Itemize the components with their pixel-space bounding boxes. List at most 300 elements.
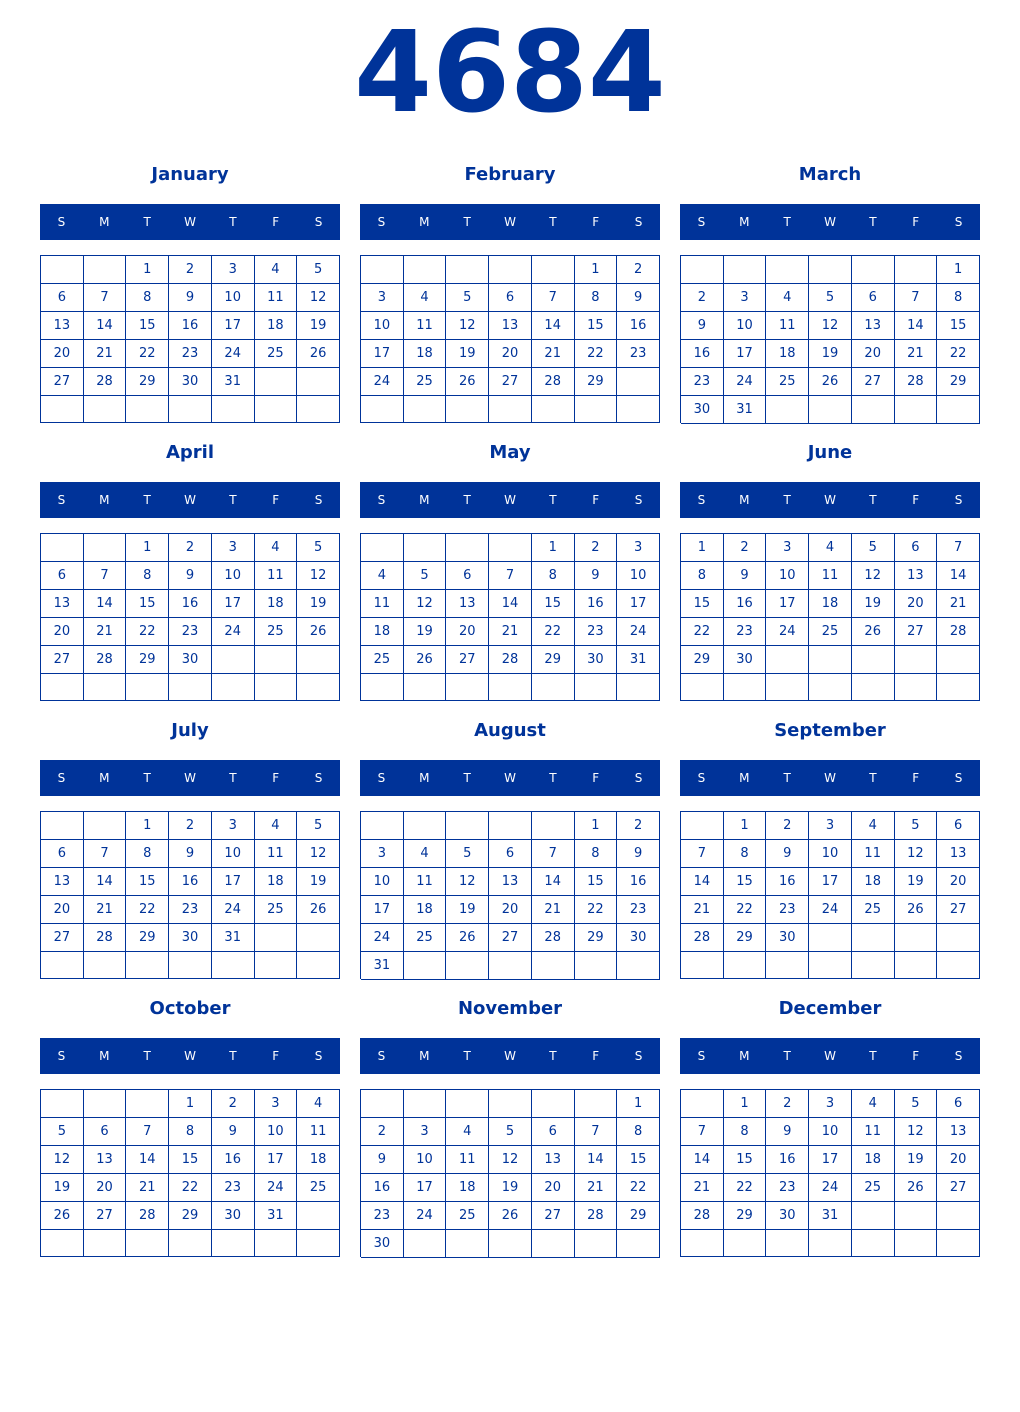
weekday-label: W	[504, 1049, 516, 1063]
weekday-label: T	[549, 1049, 557, 1063]
day-cell: 10	[809, 840, 852, 868]
day-cell	[532, 396, 575, 423]
day-cell: 6	[532, 1118, 575, 1146]
day-cell	[404, 1230, 447, 1258]
weekday-label: F	[912, 493, 920, 507]
day-cell	[766, 396, 809, 424]
day-cell: 22	[532, 618, 575, 646]
weekday-label: T	[549, 771, 557, 785]
day-cell: 14	[84, 868, 127, 896]
day-cell: 2	[169, 534, 212, 562]
day-cell	[446, 952, 489, 980]
day-cell: 1	[575, 812, 618, 840]
month-name: February	[464, 164, 556, 185]
day-cell	[255, 952, 298, 979]
day-cell	[126, 1230, 169, 1257]
weekday-header	[40, 1038, 340, 1074]
day-cell: 5	[895, 812, 938, 840]
day-cell: 2	[361, 1118, 404, 1146]
day-cell: 2	[766, 1090, 809, 1118]
weekday-label: M	[739, 771, 750, 785]
weekday-label: M	[99, 215, 110, 229]
day-cell: 24	[212, 618, 255, 646]
day-cell: 15	[169, 1146, 212, 1174]
month-name: October	[149, 998, 231, 1019]
weekday-label: S	[634, 493, 643, 507]
day-cell: 22	[126, 618, 169, 646]
weekday-label: T	[143, 215, 151, 229]
day-cell: 25	[852, 896, 895, 924]
day-cell: 7	[489, 562, 532, 590]
day-cell	[617, 952, 660, 980]
weekday-label: S	[954, 215, 963, 229]
day-cell	[852, 674, 895, 701]
day-cell	[617, 396, 660, 423]
day-cell: 29	[575, 924, 618, 952]
month-name: November	[457, 998, 563, 1019]
day-cell	[532, 674, 575, 701]
day-cell: 7	[681, 1118, 724, 1146]
day-cell: 7	[84, 562, 127, 590]
day-cell: 4	[255, 256, 298, 284]
day-cell: 1	[126, 534, 169, 562]
day-cell: 25	[404, 924, 447, 952]
day-cell: 28	[84, 368, 127, 396]
day-cell	[617, 1230, 660, 1258]
day-cell: 25	[361, 646, 404, 674]
day-cell: 8	[532, 562, 575, 590]
day-cell: 26	[446, 368, 489, 396]
day-cell: 4	[404, 284, 447, 312]
day-cell	[766, 1230, 809, 1257]
day-cell: 14	[937, 562, 980, 590]
day-cell: 4	[255, 534, 298, 562]
day-cell	[617, 368, 660, 396]
day-cell: 5	[489, 1118, 532, 1146]
month-june	[680, 438, 980, 708]
weekday-label: T	[463, 771, 471, 785]
day-cell	[361, 534, 404, 562]
day-cell: 22	[617, 1174, 660, 1202]
day-cell: 12	[446, 312, 489, 340]
day-cell	[809, 396, 852, 424]
day-cell	[532, 256, 575, 284]
month-name: May	[489, 442, 531, 463]
day-cell: 11	[446, 1146, 489, 1174]
day-cell: 30	[766, 924, 809, 952]
weekday-label: M	[739, 493, 750, 507]
day-cell	[126, 1090, 169, 1118]
day-cell	[575, 1090, 618, 1118]
day-cell: 20	[446, 618, 489, 646]
day-cell: 18	[297, 1146, 340, 1174]
day-cell: 2	[617, 812, 660, 840]
day-cell: 6	[937, 1090, 980, 1118]
weekday-label: F	[272, 215, 280, 229]
day-cell: 30	[575, 646, 618, 674]
day-cell: 20	[532, 1174, 575, 1202]
day-cell: 24	[404, 1202, 447, 1230]
weekday-label: M	[419, 215, 430, 229]
day-cell	[297, 1202, 340, 1230]
day-cell: 19	[895, 868, 938, 896]
day-cell	[404, 952, 447, 980]
day-cell: 7	[126, 1118, 169, 1146]
weekday-label: S	[57, 493, 66, 507]
day-cell: 7	[895, 284, 938, 312]
day-cell	[41, 952, 84, 979]
day-cell: 19	[297, 312, 340, 340]
day-cell	[446, 1090, 489, 1118]
day-cell: 1	[126, 812, 169, 840]
day-cell: 15	[575, 312, 618, 340]
day-cell: 6	[489, 284, 532, 312]
day-cell: 25	[255, 618, 298, 646]
day-cell: 15	[724, 1146, 767, 1174]
month-august	[360, 716, 660, 986]
weekday-label: S	[634, 215, 643, 229]
day-cell: 21	[532, 896, 575, 924]
weekday-label: F	[592, 215, 600, 229]
day-cell	[255, 674, 298, 701]
day-cell: 23	[724, 618, 767, 646]
day-cell: 9	[766, 840, 809, 868]
weekday-label: S	[377, 215, 386, 229]
day-cell: 29	[681, 646, 724, 674]
day-grid	[360, 811, 660, 979]
day-cell: 9	[169, 562, 212, 590]
day-cell: 17	[212, 312, 255, 340]
day-cell: 10	[809, 1118, 852, 1146]
day-cell: 8	[575, 840, 618, 868]
day-cell: 15	[126, 868, 169, 896]
day-cell: 26	[41, 1202, 84, 1230]
day-cell	[895, 256, 938, 284]
day-cell: 23	[681, 368, 724, 396]
day-cell: 16	[617, 868, 660, 896]
day-cell: 3	[255, 1090, 298, 1118]
day-cell	[532, 1230, 575, 1258]
day-grid	[360, 533, 660, 701]
day-cell: 6	[41, 562, 84, 590]
day-cell: 17	[212, 868, 255, 896]
day-cell: 26	[489, 1202, 532, 1230]
day-cell	[41, 534, 84, 562]
day-cell	[41, 812, 84, 840]
day-cell	[489, 256, 532, 284]
day-cell: 17	[724, 340, 767, 368]
day-cell: 19	[895, 1146, 938, 1174]
day-cell: 30	[681, 396, 724, 424]
day-cell: 6	[895, 534, 938, 562]
day-cell	[681, 812, 724, 840]
day-cell	[169, 1230, 212, 1257]
weekday-label: T	[549, 215, 557, 229]
day-cell: 29	[169, 1202, 212, 1230]
day-cell: 27	[937, 1174, 980, 1202]
day-cell: 1	[724, 1090, 767, 1118]
day-cell: 28	[575, 1202, 618, 1230]
day-cell	[212, 396, 255, 423]
day-cell: 17	[809, 1146, 852, 1174]
day-cell: 7	[532, 840, 575, 868]
weekday-header	[360, 760, 660, 796]
day-cell: 4	[852, 1090, 895, 1118]
weekday-label: S	[377, 493, 386, 507]
day-cell: 20	[489, 340, 532, 368]
day-cell	[895, 674, 938, 701]
day-cell: 10	[212, 284, 255, 312]
day-cell	[297, 646, 340, 674]
day-cell: 26	[404, 646, 447, 674]
day-cell: 22	[681, 618, 724, 646]
day-cell: 9	[212, 1118, 255, 1146]
day-cell: 5	[297, 256, 340, 284]
weekday-label: W	[824, 1049, 836, 1063]
day-cell: 27	[532, 1202, 575, 1230]
day-cell: 7	[84, 840, 127, 868]
day-cell: 13	[489, 868, 532, 896]
day-cell: 11	[809, 562, 852, 590]
day-cell	[212, 646, 255, 674]
day-cell: 6	[84, 1118, 127, 1146]
weekday-label: T	[229, 771, 237, 785]
day-cell: 15	[126, 312, 169, 340]
day-cell: 15	[937, 312, 980, 340]
day-cell: 29	[126, 924, 169, 952]
day-cell: 16	[169, 312, 212, 340]
month-april	[40, 438, 340, 708]
day-cell	[809, 256, 852, 284]
day-cell	[489, 952, 532, 980]
day-cell: 9	[617, 840, 660, 868]
day-cell: 23	[212, 1174, 255, 1202]
day-cell: 12	[41, 1146, 84, 1174]
day-cell: 5	[852, 534, 895, 562]
day-cell: 30	[212, 1202, 255, 1230]
day-cell: 3	[809, 1090, 852, 1118]
day-cell	[809, 1230, 852, 1257]
month-may	[360, 438, 660, 708]
weekday-label: W	[184, 1049, 196, 1063]
weekday-label: T	[783, 771, 791, 785]
day-cell: 22	[937, 340, 980, 368]
day-cell: 17	[766, 590, 809, 618]
day-cell: 4	[809, 534, 852, 562]
day-cell: 18	[852, 1146, 895, 1174]
weekday-label: S	[954, 493, 963, 507]
day-cell	[41, 396, 84, 423]
day-cell: 24	[724, 368, 767, 396]
weekday-label: T	[869, 215, 877, 229]
day-cell	[809, 674, 852, 701]
day-cell	[446, 812, 489, 840]
month-october	[40, 994, 340, 1264]
month-january	[40, 160, 340, 430]
weekday-label: M	[419, 1049, 430, 1063]
weekday-label: S	[697, 1049, 706, 1063]
day-cell	[404, 256, 447, 284]
day-cell	[575, 674, 618, 701]
day-cell: 14	[489, 590, 532, 618]
day-cell	[852, 952, 895, 979]
weekday-label: W	[504, 215, 516, 229]
day-cell	[489, 396, 532, 423]
day-cell: 12	[446, 868, 489, 896]
day-cell: 8	[126, 562, 169, 590]
day-cell: 20	[937, 1146, 980, 1174]
day-cell: 4	[766, 284, 809, 312]
day-cell: 6	[489, 840, 532, 868]
day-cell	[575, 396, 618, 423]
day-cell: 15	[681, 590, 724, 618]
day-cell: 19	[809, 340, 852, 368]
day-cell	[297, 952, 340, 979]
day-cell: 8	[724, 840, 767, 868]
day-cell: 1	[681, 534, 724, 562]
weekday-header	[680, 760, 980, 796]
weekday-label: T	[549, 493, 557, 507]
day-cell: 25	[404, 368, 447, 396]
day-cell: 14	[532, 312, 575, 340]
day-cell: 18	[361, 618, 404, 646]
day-cell: 22	[126, 896, 169, 924]
day-cell: 27	[895, 618, 938, 646]
day-cell: 8	[126, 284, 169, 312]
day-cell	[297, 1230, 340, 1257]
weekday-label: S	[314, 215, 323, 229]
day-cell: 12	[297, 562, 340, 590]
weekday-label: S	[377, 1049, 386, 1063]
month-name: July	[171, 720, 209, 741]
weekday-label: M	[739, 1049, 750, 1063]
day-cell	[297, 396, 340, 423]
day-cell	[404, 534, 447, 562]
day-cell: 7	[575, 1118, 618, 1146]
day-cell: 14	[532, 868, 575, 896]
day-cell	[766, 952, 809, 979]
weekday-label: W	[184, 771, 196, 785]
day-cell: 13	[41, 590, 84, 618]
day-cell: 30	[169, 646, 212, 674]
day-cell: 3	[212, 256, 255, 284]
month-march	[680, 160, 980, 430]
day-cell: 9	[575, 562, 618, 590]
day-cell	[84, 812, 127, 840]
day-cell: 27	[937, 896, 980, 924]
day-cell: 6	[41, 840, 84, 868]
day-cell: 18	[255, 590, 298, 618]
day-cell: 21	[489, 618, 532, 646]
day-cell	[255, 368, 298, 396]
day-cell: 11	[404, 868, 447, 896]
weekday-label: S	[634, 771, 643, 785]
day-cell	[255, 646, 298, 674]
day-cell	[895, 952, 938, 979]
day-cell: 16	[766, 868, 809, 896]
day-cell	[766, 674, 809, 701]
day-cell: 15	[617, 1146, 660, 1174]
day-cell: 21	[575, 1174, 618, 1202]
day-grid	[360, 1089, 660, 1257]
day-cell: 24	[809, 1174, 852, 1202]
day-cell: 20	[489, 896, 532, 924]
day-cell: 2	[169, 256, 212, 284]
day-cell	[937, 646, 980, 674]
weekday-label: F	[592, 771, 600, 785]
day-cell	[681, 256, 724, 284]
day-cell	[852, 1202, 895, 1230]
day-cell: 11	[766, 312, 809, 340]
day-cell: 26	[297, 340, 340, 368]
day-cell	[681, 1230, 724, 1257]
day-cell: 12	[404, 590, 447, 618]
day-cell: 15	[126, 590, 169, 618]
day-cell	[937, 952, 980, 979]
day-cell: 15	[575, 868, 618, 896]
day-cell: 12	[489, 1146, 532, 1174]
day-cell	[41, 1090, 84, 1118]
day-cell: 3	[361, 284, 404, 312]
day-cell: 19	[446, 340, 489, 368]
day-cell: 14	[895, 312, 938, 340]
day-cell: 6	[852, 284, 895, 312]
day-cell: 14	[84, 590, 127, 618]
day-cell: 10	[361, 868, 404, 896]
weekday-label: W	[824, 493, 836, 507]
day-cell: 29	[724, 924, 767, 952]
day-cell: 12	[895, 840, 938, 868]
weekday-header	[680, 482, 980, 518]
weekday-label: M	[99, 771, 110, 785]
day-cell: 28	[532, 368, 575, 396]
day-cell: 21	[84, 340, 127, 368]
day-cell: 18	[255, 312, 298, 340]
day-cell: 13	[84, 1146, 127, 1174]
day-cell: 28	[126, 1202, 169, 1230]
day-cell: 10	[255, 1118, 298, 1146]
day-cell: 18	[404, 340, 447, 368]
day-cell	[41, 1230, 84, 1257]
day-cell	[446, 674, 489, 701]
day-cell: 17	[617, 590, 660, 618]
day-cell: 13	[937, 1118, 980, 1146]
day-cell	[895, 646, 938, 674]
day-cell: 20	[41, 896, 84, 924]
day-cell: 29	[617, 1202, 660, 1230]
day-grid	[360, 255, 660, 423]
day-cell: 8	[681, 562, 724, 590]
day-cell: 10	[404, 1146, 447, 1174]
day-cell	[895, 1202, 938, 1230]
day-cell: 23	[361, 1202, 404, 1230]
day-cell: 12	[297, 840, 340, 868]
day-cell	[297, 924, 340, 952]
day-cell	[446, 534, 489, 562]
month-name: January	[151, 164, 229, 185]
day-cell: 2	[617, 256, 660, 284]
weekday-label: S	[314, 1049, 323, 1063]
day-cell: 1	[169, 1090, 212, 1118]
weekday-label: W	[824, 215, 836, 229]
day-cell: 28	[84, 646, 127, 674]
day-cell: 2	[575, 534, 618, 562]
day-cell: 5	[297, 812, 340, 840]
day-cell	[489, 1230, 532, 1258]
day-cell: 29	[937, 368, 980, 396]
weekday-label: T	[143, 771, 151, 785]
day-cell: 3	[766, 534, 809, 562]
